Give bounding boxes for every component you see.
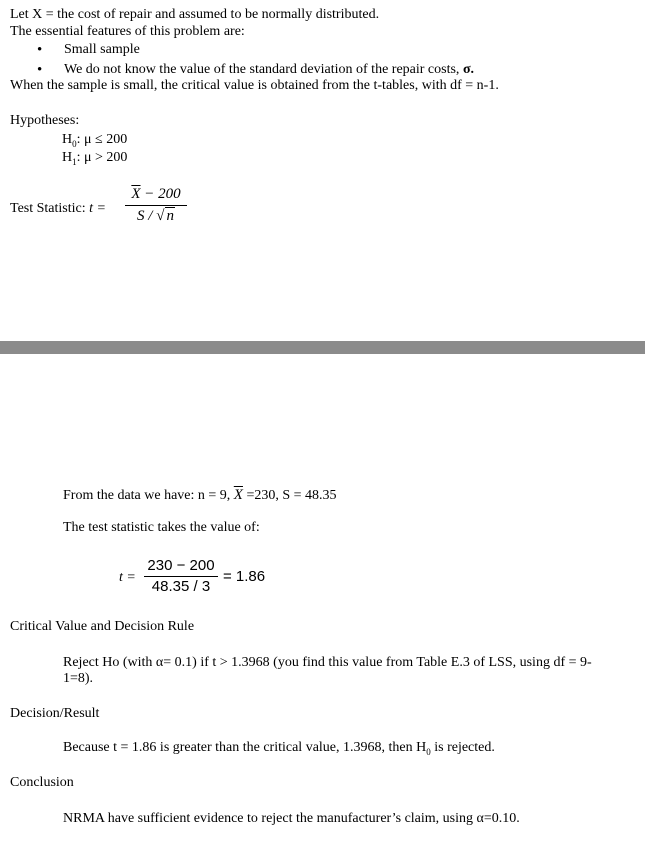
h1-text: : μ > 200 [76,150,128,165]
xbar-value-symbol: $\overline{X}$ [233,487,243,503]
decision-subscript: 0 [426,746,431,757]
sigma-symbol: σ. [462,62,475,77]
decision-before: Because t = 1.86 is greater than the critical value, 1.3968, then H [63,740,427,755]
intro-line-1: Let X = the cost of repair and assumed to be normally distributed. [10,7,380,22]
bullet-unknown-sigma [64,62,474,78]
bullet-small-sample: • Small sample [64,42,140,58]
decision-text [63,740,495,760]
critical-heading: Critical Value and Decision Rule [10,619,195,634]
calculation-fraction [144,557,218,595]
hypotheses-heading: Hypotheses: [10,113,80,128]
s-over: S / [137,208,157,224]
decision-heading: Decision/Result [10,706,100,721]
data-suffix: =230, S = 48.35 [242,488,337,503]
conclusion-heading: Conclusion [10,775,74,790]
decision-rule-line-1: Reject Ho (with α= 0.1) if t > 1.3968 (you find this value from Table E.3 of LSS, using df = 9- [63,655,592,670]
sqrt-n: n [166,208,174,224]
data-prefix: From the data we have: n = 9, [63,488,234,503]
h1-label: H [62,150,73,165]
decision-after: is rejected. [430,740,495,755]
calc-denominator: 48.35 / 3 [151,578,211,595]
bullet-2-text: We do not know the value of the standard deviation of the repair costs, [64,62,463,77]
h0-text: : μ ≤ 200 [76,132,128,147]
calc-t-equals: t = [119,570,136,585]
null-hypothesis [62,132,127,152]
test-statistic-formula [125,186,187,225]
formula-denominator: S / √ n [137,208,174,224]
h0-label: H [62,132,73,147]
xbar-symbol: $\overline{X}$ [131,186,141,202]
calc-result: = 1.86 [223,568,266,585]
intro-line-3: When the sample is small, the critical value is obtained from the t-tables, with df = n-1. [10,78,499,93]
fraction-bar [125,205,187,206]
calc-numerator: 230 − 200 [147,557,215,574]
alternative-hypothesis [62,150,127,170]
h1-subscript: 1 [72,156,77,167]
page-break-bar [0,341,645,354]
test-statistic-text: Test Statistic: [10,201,90,216]
t-equals: t = [89,201,106,216]
h0-subscript: 0 [72,138,77,149]
intro-line-2: The essential features of this problem are: [10,24,245,39]
conclusion-text: NRMA have sufficient evidence to reject the manufacturer’s claim, using α=0.10. [63,811,520,826]
calc-fraction-bar [144,576,218,577]
data-line [63,487,337,504]
numerator-rest: − 200 [140,186,181,202]
formula-numerator [125,186,187,203]
decision-rule-line-2: 1=8). [63,671,94,686]
takes-value-line: The test statistic takes the value of: [63,520,260,535]
test-statistic-label [10,201,106,217]
